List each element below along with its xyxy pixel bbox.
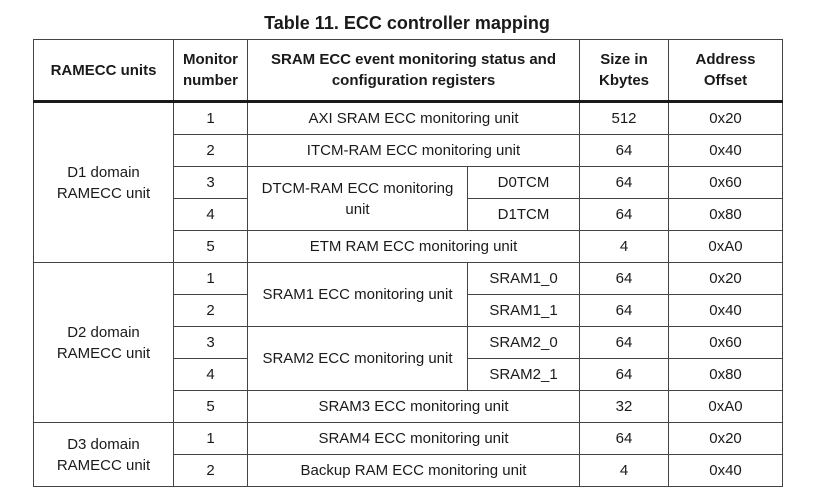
monitor-number: 1 xyxy=(174,423,248,455)
monitor-description: AXI SRAM ECC monitoring unit xyxy=(248,102,580,135)
header-address-offset: Address Offset xyxy=(669,40,783,102)
sub-unit: SRAM1_1 xyxy=(468,295,580,327)
monitor-description: SRAM1 ECC monitoring unit xyxy=(248,263,468,327)
monitor-description: ITCM-RAM ECC monitoring unit xyxy=(248,135,580,167)
size-value: 4 xyxy=(580,231,669,263)
address-offset: 0x40 xyxy=(669,295,783,327)
address-offset: 0xA0 xyxy=(669,231,783,263)
sub-unit: SRAM2_1 xyxy=(468,359,580,391)
header-monitor-number: Monitor number xyxy=(174,40,248,102)
size-value: 64 xyxy=(580,359,669,391)
sub-unit: SRAM2_0 xyxy=(468,327,580,359)
table-row xyxy=(34,423,783,455)
address-offset: 0x20 xyxy=(669,423,783,455)
size-value: 64 xyxy=(580,423,669,455)
sub-unit: D0TCM xyxy=(468,167,580,199)
sub-unit: SRAM1_0 xyxy=(468,263,580,295)
monitor-description: SRAM3 ECC monitoring unit xyxy=(248,391,580,423)
d3-domain-label: D3 domain RAMECC unit xyxy=(34,423,174,487)
address-offset: 0x60 xyxy=(669,327,783,359)
address-offset: 0x20 xyxy=(669,102,783,135)
header-sram-registers: SRAM ECC event monitoring status and configuration registers xyxy=(248,40,580,102)
monitor-number: 1 xyxy=(174,263,248,295)
size-value: 512 xyxy=(580,102,669,135)
size-value: 64 xyxy=(580,167,669,199)
size-value: 4 xyxy=(580,455,669,487)
header-size: Size in Kbytes xyxy=(580,40,669,102)
address-offset: 0xA0 xyxy=(669,391,783,423)
d1-domain-label: D1 domain RAMECC unit xyxy=(34,102,174,263)
size-value: 64 xyxy=(580,135,669,167)
address-offset: 0x80 xyxy=(669,359,783,391)
address-offset: 0x40 xyxy=(669,455,783,487)
monitor-number: 3 xyxy=(174,327,248,359)
monitor-number: 3 xyxy=(174,167,248,199)
table-title: Table 11. ECC controller mapping xyxy=(264,13,550,33)
address-offset: 0x40 xyxy=(669,135,783,167)
address-offset: 0x80 xyxy=(669,199,783,231)
size-value: 32 xyxy=(580,391,669,423)
size-value: 64 xyxy=(580,199,669,231)
monitor-number: 1 xyxy=(174,102,248,135)
size-value: 64 xyxy=(580,327,669,359)
sub-unit: D1TCM xyxy=(468,199,580,231)
monitor-number: 2 xyxy=(174,295,248,327)
monitor-number: 5 xyxy=(174,231,248,263)
monitor-description: Backup RAM ECC monitoring unit xyxy=(248,455,580,487)
size-value: 64 xyxy=(580,295,669,327)
d2-domain-label: D2 domain RAMECC unit xyxy=(34,263,174,423)
header-row xyxy=(34,40,783,102)
ecc-mapping-table xyxy=(33,39,783,487)
monitor-description: SRAM4 ECC monitoring unit xyxy=(248,423,580,455)
monitor-description: DTCM-RAM ECC monitoring unit xyxy=(248,167,468,231)
table-row xyxy=(34,102,783,135)
monitor-number: 4 xyxy=(174,199,248,231)
monitor-number: 4 xyxy=(174,359,248,391)
table-row xyxy=(34,263,783,295)
monitor-number: 5 xyxy=(174,391,248,423)
monitor-description: ETM RAM ECC monitoring unit xyxy=(248,231,580,263)
size-value: 64 xyxy=(580,263,669,295)
monitor-number: 2 xyxy=(174,455,248,487)
address-offset: 0x20 xyxy=(669,263,783,295)
header-ramecc-units: RAMECC units xyxy=(34,40,174,102)
address-offset: 0x60 xyxy=(669,167,783,199)
monitor-description: SRAM2 ECC monitoring unit xyxy=(248,327,468,391)
monitor-number: 2 xyxy=(174,135,248,167)
